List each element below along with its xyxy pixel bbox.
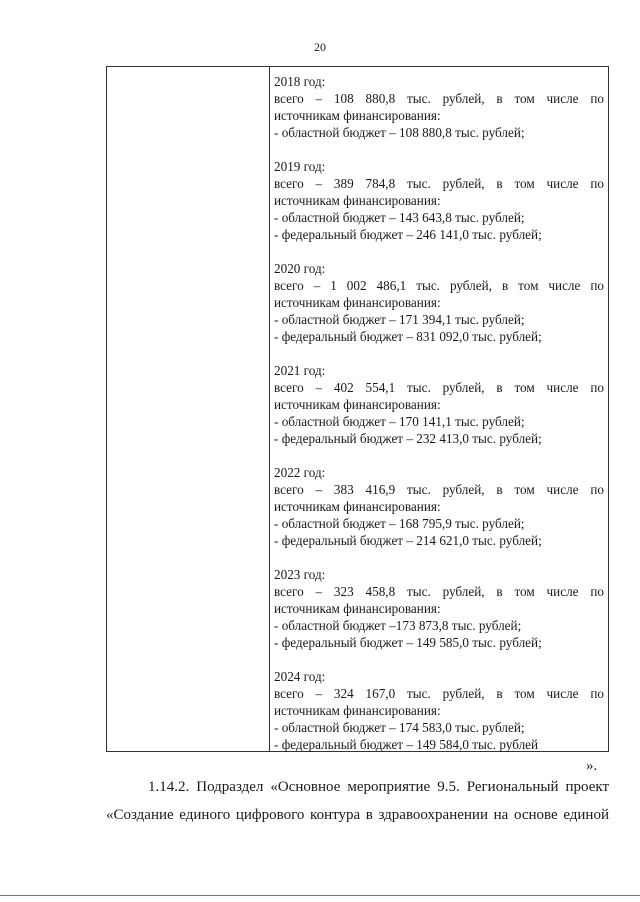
table-right-column xyxy=(270,67,608,751)
budget-item: - федеральный бюджет – 831 092,0 тыс. рублей; xyxy=(274,329,542,344)
year-block-2022 xyxy=(274,464,604,549)
budget-item: - областной бюджет –173 873,8 тыс. рублей; xyxy=(274,618,522,633)
year-total: всего – 389 784,8 тыс. рублей, в том числе по xyxy=(274,176,604,191)
year-block-2020 xyxy=(274,260,604,345)
year-block-2023 xyxy=(274,566,604,651)
year-sources: источникам финансирования: xyxy=(274,703,441,718)
closing-quote: ». xyxy=(586,758,598,774)
budget-item: - федеральный бюджет – 246 141,0 тыс. рублей; xyxy=(274,227,542,242)
year-sources: источникам финансирования: xyxy=(274,108,441,123)
budget-item: - областной бюджет – 108 880,8 тыс. рублей; xyxy=(274,125,525,140)
year-title: 2021 год: xyxy=(274,363,326,378)
year-sources: источникам финансирования: xyxy=(274,499,441,514)
year-sources: источникам финансирования: xyxy=(274,397,441,412)
year-total: всего – 323 458,8 тыс. рублей, в том числе по xyxy=(274,584,604,599)
budget-item: - федеральный бюджет – 149 584,0 тыс. рублей xyxy=(274,737,539,752)
year-total: всего – 324 167,0 тыс. рублей, в том числе по xyxy=(274,686,604,701)
year-block-2019 xyxy=(274,158,604,243)
year-title: 2022 год: xyxy=(274,465,326,480)
table-left-column xyxy=(107,67,270,751)
year-title: 2018 год: xyxy=(274,74,326,89)
year-total: всего – 402 554,1 тыс. рублей, в том числе по xyxy=(274,380,604,395)
budget-item: - федеральный бюджет – 149 585,0 тыс. рублей; xyxy=(274,635,542,650)
year-total: всего – 383 416,9 тыс. рублей, в том числе по xyxy=(274,482,604,497)
budget-item: - областной бюджет – 168 795,9 тыс. рублей; xyxy=(274,516,525,531)
budget-item: - федеральный бюджет – 232 413,0 тыс. рублей; xyxy=(274,431,542,446)
budget-item: - областной бюджет – 170 141,1 тыс. рублей; xyxy=(274,414,525,429)
year-sources: источникам финансирования: xyxy=(274,601,441,616)
year-block-2024 xyxy=(274,668,604,753)
year-total: всего – 108 880,8 тыс. рублей, в том числе по xyxy=(274,91,604,106)
year-title: 2019 год: xyxy=(274,159,326,174)
year-title: 2020 год: xyxy=(274,261,326,276)
year-block-2021 xyxy=(274,362,604,447)
year-block-2018 xyxy=(274,73,604,141)
paragraph-line-1: 1.14.2. Подраздел «Основное мероприятие 9.5. Региональный проект xyxy=(148,779,609,795)
paragraph-line-2: «Создание единого цифрового контура в здравоохранении на основе единой xyxy=(106,807,609,823)
year-title: 2024 год: xyxy=(274,669,326,684)
budget-item: - федеральный бюджет – 214 621,0 тыс. рублей; xyxy=(274,533,542,548)
funding-table xyxy=(106,66,609,752)
year-title: 2023 год: xyxy=(274,567,326,582)
budget-item: - областной бюджет – 143 643,8 тыс. рублей; xyxy=(274,210,525,225)
page-number: 20 xyxy=(314,40,326,54)
year-total: всего – 1 002 486,1 тыс. рублей, в том числе по xyxy=(274,278,604,293)
page-bottom-rule xyxy=(0,895,640,896)
budget-item: - областной бюджет – 171 394,1 тыс. рублей; xyxy=(274,312,525,327)
year-sources: источникам финансирования: xyxy=(274,193,441,208)
budget-item: - областной бюджет – 174 583,0 тыс. рублей; xyxy=(274,720,525,735)
year-sources: источникам финансирования: xyxy=(274,295,441,310)
